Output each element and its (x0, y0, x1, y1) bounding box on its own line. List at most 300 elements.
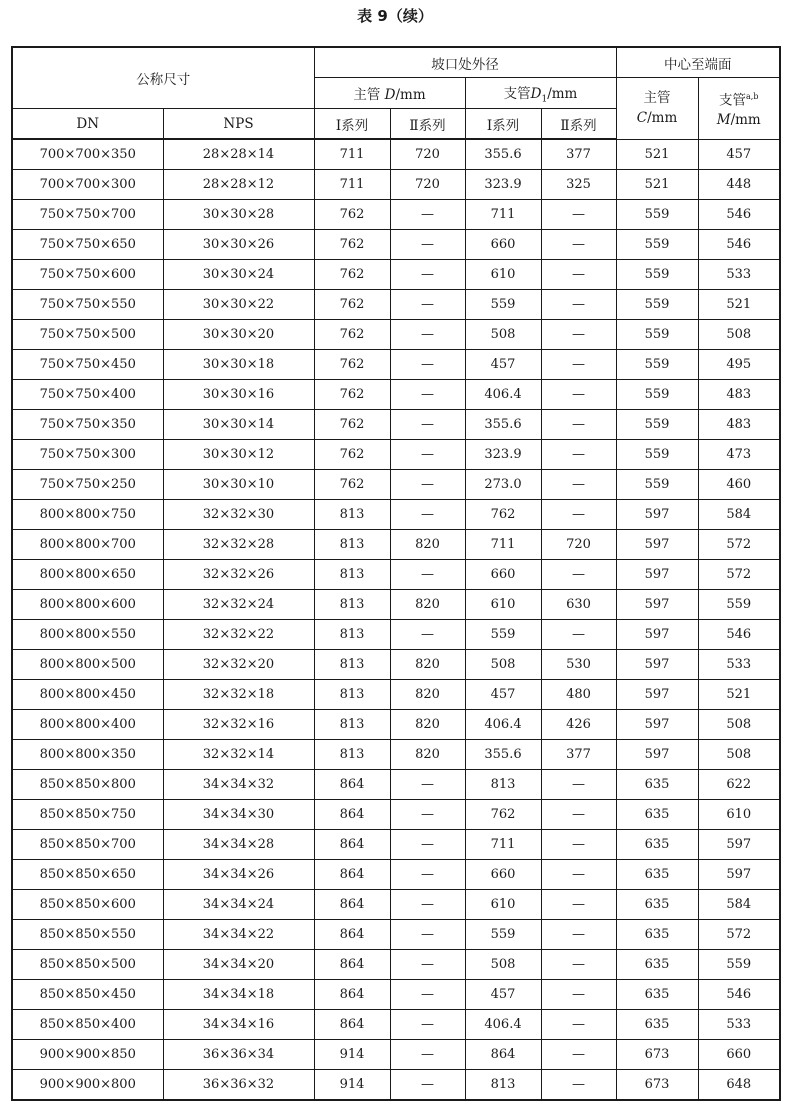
center-c-cell: 635 (616, 980, 698, 1010)
nps-cell: 32×32×18 (163, 680, 314, 710)
main-series2-cell: — (390, 470, 465, 500)
table-row (12, 740, 780, 770)
dn-cell: 850×850×400 (12, 1010, 163, 1040)
center-c-cell: 597 (616, 500, 698, 530)
main-series1-cell: 762 (314, 200, 390, 230)
main-od-symbol: D (384, 87, 396, 103)
branch-series2-cell: — (541, 980, 616, 1010)
center-c-cell: 597 (616, 560, 698, 590)
main-c-label: 主管 (643, 90, 671, 107)
dn-cell: 850×850×550 (12, 920, 163, 950)
dn-cell: 750×750×600 (12, 260, 163, 290)
nps-cell: 34×34×32 (163, 770, 314, 800)
branch-series2-cell: 426 (541, 710, 616, 740)
branch-series1-cell: 273.0 (465, 470, 541, 500)
dn-cell: 750×750×650 (12, 230, 163, 260)
center-m-cell: 610 (698, 800, 780, 830)
header-main-series1: Ⅰ系列 (314, 109, 390, 140)
center-c-cell: 559 (616, 470, 698, 500)
center-c-cell: 521 (616, 139, 698, 170)
main-series2-cell: — (390, 560, 465, 590)
main-series2-cell: — (390, 320, 465, 350)
center-c-cell: 635 (616, 770, 698, 800)
main-series1-cell: 813 (314, 710, 390, 740)
main-series2-cell: 820 (390, 590, 465, 620)
nps-cell: 30×30×16 (163, 380, 314, 410)
branch-series1-cell: 355.6 (465, 740, 541, 770)
branch-series1-cell: 355.6 (465, 139, 541, 170)
branch-series1-cell: 711 (465, 200, 541, 230)
branch-series1-cell: 457 (465, 680, 541, 710)
dimension-table (11, 46, 781, 1101)
center-m-cell: 584 (698, 890, 780, 920)
branch-series2-cell: — (541, 830, 616, 860)
branch-series1-cell: 813 (465, 1070, 541, 1101)
nps-cell: 30×30×24 (163, 260, 314, 290)
table-row (12, 1010, 780, 1040)
nps-cell: 30×30×18 (163, 350, 314, 380)
branch-series1-cell: 610 (465, 260, 541, 290)
branch-series1-cell: 711 (465, 530, 541, 560)
table-row (12, 1070, 780, 1101)
main-series1-cell: 762 (314, 350, 390, 380)
branch-series1-cell: 323.9 (465, 440, 541, 470)
table-row (12, 230, 780, 260)
main-series1-cell: 864 (314, 860, 390, 890)
dn-cell: 700×700×300 (12, 170, 163, 200)
center-m-cell: 572 (698, 560, 780, 590)
center-c-cell: 597 (616, 680, 698, 710)
branch-series2-cell: — (541, 470, 616, 500)
table-row (12, 1040, 780, 1070)
table-row (12, 800, 780, 830)
branch-series2-cell: 480 (541, 680, 616, 710)
main-series1-cell: 813 (314, 560, 390, 590)
branch-series2-cell: 377 (541, 139, 616, 170)
main-series2-cell: — (390, 440, 465, 470)
center-c-cell: 597 (616, 590, 698, 620)
header-main-pipe-od (314, 78, 465, 109)
center-m-cell: 572 (698, 530, 780, 560)
center-m-cell: 495 (698, 350, 780, 380)
branch-series2-cell: — (541, 920, 616, 950)
center-c-cell: 635 (616, 950, 698, 980)
main-series1-cell: 762 (314, 380, 390, 410)
main-series1-cell: 864 (314, 980, 390, 1010)
dn-cell: 750×750×700 (12, 200, 163, 230)
center-c-cell: 559 (616, 350, 698, 380)
nps-cell: 30×30×14 (163, 410, 314, 440)
branch-series2-cell: — (541, 290, 616, 320)
center-m-cell: 533 (698, 650, 780, 680)
nps-cell: 30×30×10 (163, 470, 314, 500)
table-row (12, 500, 780, 530)
branch-series1-cell: 610 (465, 890, 541, 920)
table-row (12, 380, 780, 410)
center-c-cell: 597 (616, 620, 698, 650)
nps-cell: 34×34×16 (163, 1010, 314, 1040)
dn-cell: 800×800×750 (12, 500, 163, 530)
header-branch-pipe-od (465, 78, 616, 109)
nps-cell: 32×32×30 (163, 500, 314, 530)
header-branch-series2: Ⅱ系列 (541, 109, 616, 140)
branch-series2-cell: — (541, 800, 616, 830)
center-c-cell: 559 (616, 230, 698, 260)
center-m-cell: 597 (698, 860, 780, 890)
table-row (12, 680, 780, 710)
center-c-cell: 559 (616, 410, 698, 440)
branch-series2-cell: — (541, 320, 616, 350)
branch-series2-cell: — (541, 1070, 616, 1101)
nps-cell: 34×34×18 (163, 980, 314, 1010)
nps-cell: 30×30×28 (163, 200, 314, 230)
nps-cell: 32×32×24 (163, 590, 314, 620)
nps-cell: 34×34×30 (163, 800, 314, 830)
branch-series1-cell: 610 (465, 590, 541, 620)
main-series2-cell: 720 (390, 139, 465, 170)
main-series2-cell: — (390, 920, 465, 950)
branch-series1-cell: 660 (465, 860, 541, 890)
center-m-cell: 448 (698, 170, 780, 200)
dn-cell: 750×750×450 (12, 350, 163, 380)
main-series1-cell: 864 (314, 950, 390, 980)
table-row (12, 440, 780, 470)
center-c-cell: 559 (616, 200, 698, 230)
nps-cell: 32×32×20 (163, 650, 314, 680)
dn-cell: 750×750×300 (12, 440, 163, 470)
nps-cell: 30×30×20 (163, 320, 314, 350)
table-caption: 表 9（续） (357, 7, 433, 25)
center-c-cell: 635 (616, 800, 698, 830)
main-series1-cell: 864 (314, 770, 390, 800)
table-row (12, 860, 780, 890)
header-branch-m (698, 78, 780, 140)
table-row (12, 170, 780, 200)
center-c-cell: 635 (616, 860, 698, 890)
dn-cell: 800×800×600 (12, 590, 163, 620)
table-body (12, 139, 780, 1100)
center-m-cell: 660 (698, 1040, 780, 1070)
center-m-cell: 546 (698, 620, 780, 650)
table-row (12, 920, 780, 950)
main-series2-cell: — (390, 890, 465, 920)
center-c-cell: 597 (616, 650, 698, 680)
center-m-cell: 521 (698, 290, 780, 320)
branch-series1-cell: 762 (465, 500, 541, 530)
main-series1-cell: 813 (314, 500, 390, 530)
branch-series2-cell: — (541, 230, 616, 260)
nps-cell: 32×32×22 (163, 620, 314, 650)
branch-series1-cell: 711 (465, 830, 541, 860)
dn-cell: 800×800×450 (12, 680, 163, 710)
dn-cell: 800×800×350 (12, 740, 163, 770)
header-nominal-size: 公称尺寸 (12, 47, 314, 109)
main-series2-cell: 720 (390, 170, 465, 200)
branch-series1-cell: 660 (465, 560, 541, 590)
branch-series2-cell: — (541, 1040, 616, 1070)
table-row (12, 290, 780, 320)
dn-cell: 800×800×650 (12, 560, 163, 590)
branch-series2-cell: — (541, 380, 616, 410)
table-row (12, 320, 780, 350)
center-m-cell: 584 (698, 500, 780, 530)
main-series2-cell: — (390, 380, 465, 410)
branch-series2-cell: — (541, 260, 616, 290)
branch-series2-cell: — (541, 200, 616, 230)
branch-series2-cell: — (541, 560, 616, 590)
main-series2-cell: — (390, 410, 465, 440)
main-series2-cell: 820 (390, 530, 465, 560)
main-series1-cell: 813 (314, 590, 390, 620)
main-series2-cell: — (390, 1040, 465, 1070)
center-c-cell: 559 (616, 380, 698, 410)
nps-cell: 28×28×12 (163, 170, 314, 200)
branch-series2-cell: — (541, 500, 616, 530)
center-c-cell: 673 (616, 1040, 698, 1070)
branch-series2-cell: — (541, 620, 616, 650)
main-series2-cell: — (390, 620, 465, 650)
main-series1-cell: 864 (314, 800, 390, 830)
main-series2-cell: 820 (390, 710, 465, 740)
branch-series2-cell: 630 (541, 590, 616, 620)
nps-cell: 32×32×16 (163, 710, 314, 740)
main-series2-cell: — (390, 800, 465, 830)
dn-cell: 800×800×400 (12, 710, 163, 740)
nps-cell: 30×30×26 (163, 230, 314, 260)
center-c-cell: 597 (616, 740, 698, 770)
main-series2-cell: — (390, 290, 465, 320)
header-main-series2: Ⅱ系列 (390, 109, 465, 140)
dn-cell: 900×900×850 (12, 1040, 163, 1070)
header-dn: DN (12, 109, 163, 140)
branch-series1-cell: 406.4 (465, 1010, 541, 1040)
table-row (12, 530, 780, 560)
dn-cell: 850×850×800 (12, 770, 163, 800)
center-c-cell: 559 (616, 320, 698, 350)
dn-cell: 850×850×700 (12, 830, 163, 860)
nps-cell: 34×34×20 (163, 950, 314, 980)
table-row (12, 410, 780, 440)
table-row (12, 590, 780, 620)
center-m-cell: 508 (698, 320, 780, 350)
branch-series2-cell: — (541, 1010, 616, 1040)
dn-cell: 900×900×800 (12, 1070, 163, 1101)
center-m-cell: 533 (698, 1010, 780, 1040)
footnote-marker: a,b (746, 91, 759, 101)
branch-series1-cell: 406.4 (465, 380, 541, 410)
main-series1-cell: 914 (314, 1070, 390, 1101)
table-row (12, 260, 780, 290)
nps-cell: 34×34×24 (163, 890, 314, 920)
main-pipe-label: 主管 (353, 87, 381, 103)
main-series2-cell: 820 (390, 740, 465, 770)
header-center-to-end: 中心至端面 (616, 47, 780, 78)
branch-series1-cell: 323.9 (465, 170, 541, 200)
nps-cell: 30×30×12 (163, 440, 314, 470)
branch-series1-cell: 457 (465, 350, 541, 380)
branch-series2-cell: — (541, 440, 616, 470)
branch-series2-cell: — (541, 950, 616, 980)
main-series2-cell: — (390, 770, 465, 800)
branch-od-unit: /mm (547, 85, 578, 102)
dn-cell: 850×850×600 (12, 890, 163, 920)
main-series1-cell: 762 (314, 260, 390, 290)
center-m-cell: 546 (698, 230, 780, 260)
main-series2-cell: 820 (390, 650, 465, 680)
center-c-cell: 635 (616, 890, 698, 920)
center-c-cell: 597 (616, 530, 698, 560)
nps-cell: 28×28×14 (163, 139, 314, 170)
branch-series2-cell: 325 (541, 170, 616, 200)
branch-series2-cell: — (541, 860, 616, 890)
main-series1-cell: 762 (314, 440, 390, 470)
branch-series1-cell: 355.6 (465, 410, 541, 440)
branch-series1-cell: 559 (465, 290, 541, 320)
main-series1-cell: 864 (314, 1010, 390, 1040)
nps-cell: 34×34×28 (163, 830, 314, 860)
nps-cell: 34×34×22 (163, 920, 314, 950)
main-series1-cell: 762 (314, 470, 390, 500)
main-series1-cell: 762 (314, 230, 390, 260)
branch-series1-cell: 813 (465, 770, 541, 800)
branch-series2-cell: — (541, 770, 616, 800)
m-unit: /mm (730, 112, 761, 128)
dn-cell: 850×850×750 (12, 800, 163, 830)
branch-series1-cell: 762 (465, 800, 541, 830)
header-bevel-od: 坡口处外径 (314, 47, 616, 78)
table-row (12, 620, 780, 650)
main-series1-cell: 762 (314, 410, 390, 440)
dn-cell: 750×750×550 (12, 290, 163, 320)
main-series2-cell: — (390, 200, 465, 230)
main-series2-cell: — (390, 350, 465, 380)
nps-cell: 32×32×28 (163, 530, 314, 560)
dn-cell: 750×750×500 (12, 320, 163, 350)
branch-series2-cell: 377 (541, 740, 616, 770)
center-m-cell: 508 (698, 740, 780, 770)
dn-cell: 700×700×350 (12, 139, 163, 170)
main-series1-cell: 762 (314, 320, 390, 350)
dn-cell: 750×750×250 (12, 470, 163, 500)
branch-m-label: 支管 (719, 92, 747, 108)
main-series1-cell: 914 (314, 1040, 390, 1070)
center-c-cell: 559 (616, 440, 698, 470)
main-series2-cell: — (390, 1070, 465, 1101)
center-m-cell: 457 (698, 139, 780, 170)
center-m-cell: 546 (698, 980, 780, 1010)
main-series1-cell: 813 (314, 620, 390, 650)
table-row (12, 560, 780, 590)
branch-series1-cell: 406.4 (465, 710, 541, 740)
table-row (12, 350, 780, 380)
main-series1-cell: 864 (314, 830, 390, 860)
branch-series2-cell: 530 (541, 650, 616, 680)
header-branch-series1: Ⅰ系列 (465, 109, 541, 140)
center-c-cell: 559 (616, 290, 698, 320)
main-series1-cell: 864 (314, 890, 390, 920)
branch-series1-cell: 508 (465, 320, 541, 350)
branch-series2-cell: 720 (541, 530, 616, 560)
center-c-cell: 521 (616, 170, 698, 200)
center-c-cell: 635 (616, 920, 698, 950)
main-series1-cell: 864 (314, 920, 390, 950)
dn-cell: 800×800×500 (12, 650, 163, 680)
branch-series2-cell: — (541, 890, 616, 920)
nps-cell: 36×36×34 (163, 1040, 314, 1070)
branch-od-subscript: 1 (541, 94, 548, 105)
table-row (12, 770, 780, 800)
center-m-cell: 473 (698, 440, 780, 470)
branch-series2-cell: — (541, 350, 616, 380)
main-series1-cell: 711 (314, 139, 390, 170)
main-series2-cell: 820 (390, 680, 465, 710)
branch-series2-cell: — (541, 410, 616, 440)
branch-od-symbol: D (530, 85, 542, 102)
center-m-cell: 648 (698, 1070, 780, 1101)
branch-series1-cell: 864 (465, 1040, 541, 1070)
main-series2-cell: — (390, 860, 465, 890)
center-m-cell: 597 (698, 830, 780, 860)
main-series1-cell: 813 (314, 680, 390, 710)
m-symbol: M (716, 112, 731, 128)
nps-cell: 30×30×22 (163, 290, 314, 320)
table-row (12, 980, 780, 1010)
header-nps: NPS (163, 109, 314, 140)
center-c-cell: 673 (616, 1070, 698, 1101)
branch-pipe-label: 支管 (503, 85, 531, 102)
main-series2-cell: — (390, 500, 465, 530)
nps-cell: 34×34×26 (163, 860, 314, 890)
center-m-cell: 572 (698, 920, 780, 950)
c-unit: /mm (647, 110, 678, 127)
center-c-cell: 559 (616, 260, 698, 290)
branch-series1-cell: 457 (465, 980, 541, 1010)
table-row (12, 710, 780, 740)
center-m-cell: 508 (698, 710, 780, 740)
center-m-cell: 483 (698, 410, 780, 440)
center-c-cell: 635 (616, 1010, 698, 1040)
table-row (12, 470, 780, 500)
center-m-cell: 622 (698, 770, 780, 800)
main-series2-cell: — (390, 980, 465, 1010)
center-c-cell: 635 (616, 830, 698, 860)
branch-series1-cell: 508 (465, 950, 541, 980)
dn-cell: 850×850×500 (12, 950, 163, 980)
table-row (12, 890, 780, 920)
table-row (12, 830, 780, 860)
main-series1-cell: 762 (314, 290, 390, 320)
main-series1-cell: 711 (314, 170, 390, 200)
main-series2-cell: — (390, 830, 465, 860)
branch-series1-cell: 559 (465, 920, 541, 950)
center-m-cell: 460 (698, 470, 780, 500)
dn-cell: 850×850×450 (12, 980, 163, 1010)
center-m-cell: 546 (698, 200, 780, 230)
main-series1-cell: 813 (314, 740, 390, 770)
c-symbol: C (636, 110, 648, 127)
main-series1-cell: 813 (314, 530, 390, 560)
dn-cell: 800×800×700 (12, 530, 163, 560)
center-m-cell: 559 (698, 950, 780, 980)
dn-cell: 750×750×350 (12, 410, 163, 440)
branch-series1-cell: 559 (465, 620, 541, 650)
center-c-cell: 597 (616, 710, 698, 740)
header-main-c (616, 78, 698, 140)
dn-cell: 750×750×400 (12, 380, 163, 410)
nps-cell: 32×32×14 (163, 740, 314, 770)
main-series2-cell: — (390, 260, 465, 290)
center-m-cell: 559 (698, 590, 780, 620)
